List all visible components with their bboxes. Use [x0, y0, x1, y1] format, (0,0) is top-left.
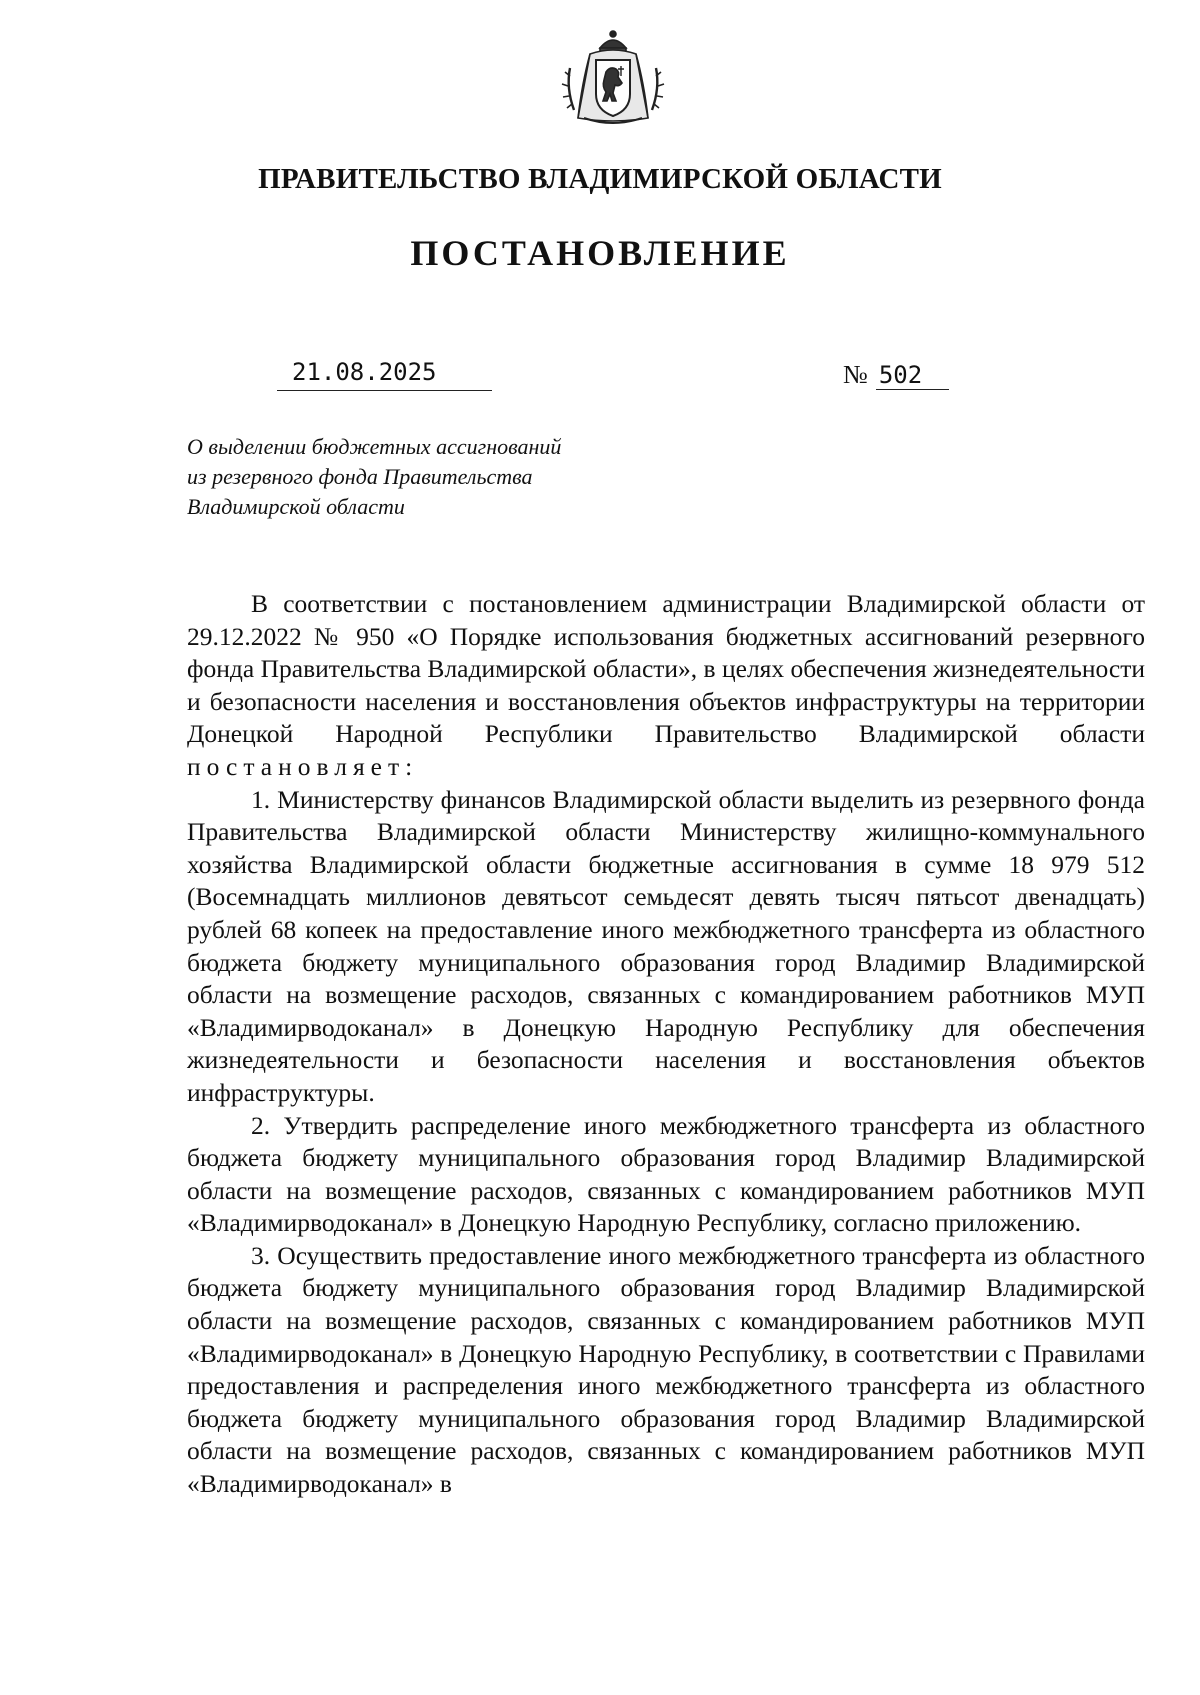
document-body — [187, 588, 1145, 1501]
resolves-word: постановляет — [187, 751, 406, 781]
subject-line: из резервного фонда Правительства — [187, 464, 533, 489]
preamble-paragraph — [187, 588, 1145, 784]
organization-name: ПРАВИТЕЛЬСТВО ВЛАДИМИРСКОЙ ОБЛАСТИ — [258, 163, 942, 195]
document-number: 502 — [876, 361, 949, 390]
subject-line: О выделении бюджетных ассигнований — [187, 434, 562, 459]
number-sign: № — [843, 360, 868, 389]
clause-1: 1. Министерству финансов Владимирской области выделить из резервного фонда Правительства Владимирской области Министерству жилищно-коммунального хозяйства Владимирской области бюджетные ассигнования в сумме 18 979 512 (Восемнадцать миллионов девятьсот семьдесят девять тысяч пятьсот двенадцать) рублей 68 копеек на предоставление иного межбюджетного трансферта из областного бюджета бюджету муниципального образования город Владимир Владимирской области на возмещение расходов, связанных с командированием работников МУП «Владимирводоканал» в Донецкую Народную Республику для обеспечения жизнедеятельности и безопасности населения и восстановления объектов инфраструктуры. — [187, 784, 1145, 1107]
preamble-colon: : — [405, 751, 413, 781]
coat-of-arms-icon — [560, 28, 666, 128]
document-type-title: ПОСТАНОВЛЕНИЕ — [410, 233, 790, 273]
document-date: 21.08.2025 — [277, 358, 492, 391]
document-number-block — [843, 358, 949, 390]
document-subject — [187, 432, 561, 522]
clause-2: 2. Утвердить распределение иного межбюджетного трансферта из областного бюджета бюджету муниципального образования город Владимир Владимирской области на возмещение расходов, связанных с командированием работников МУП «Владимирводоканал» в Донецкую Народную Республику, согласно приложению. — [187, 1110, 1145, 1238]
clause-3: 3. Осуществить предоставление иного межбюджетного трансферта из областного бюджета бюджету муниципального образования город Владимир Владимирской области на возмещение расходов, связанных с командированием работников МУП «Владимирводоканал» в Донецкую Народную Республику, в соответствии с Правилами предоставления и распределения иного межбюджетного трансферта из областного бюджета бюджету муниципального образования город Владимир Владимирской области на возмещение расходов, связанных с командированием работников МУП «Владимирводоканал» в — [187, 1240, 1145, 1499]
preamble-text: В соответствии с постановлением администрации Владимирской области от 29.12.2022 № 950 «О Порядке использования бюджетных ассигнований резервного фонда Правительства Владимирской области», в целях обеспечения жизнедеятельности и безопасности населения и восстановления объектов инфраструктуры на территории Донецкой Народной Республики Правительство Владимирской области — [187, 589, 1145, 749]
subject-line: Владимирской области — [187, 494, 405, 519]
